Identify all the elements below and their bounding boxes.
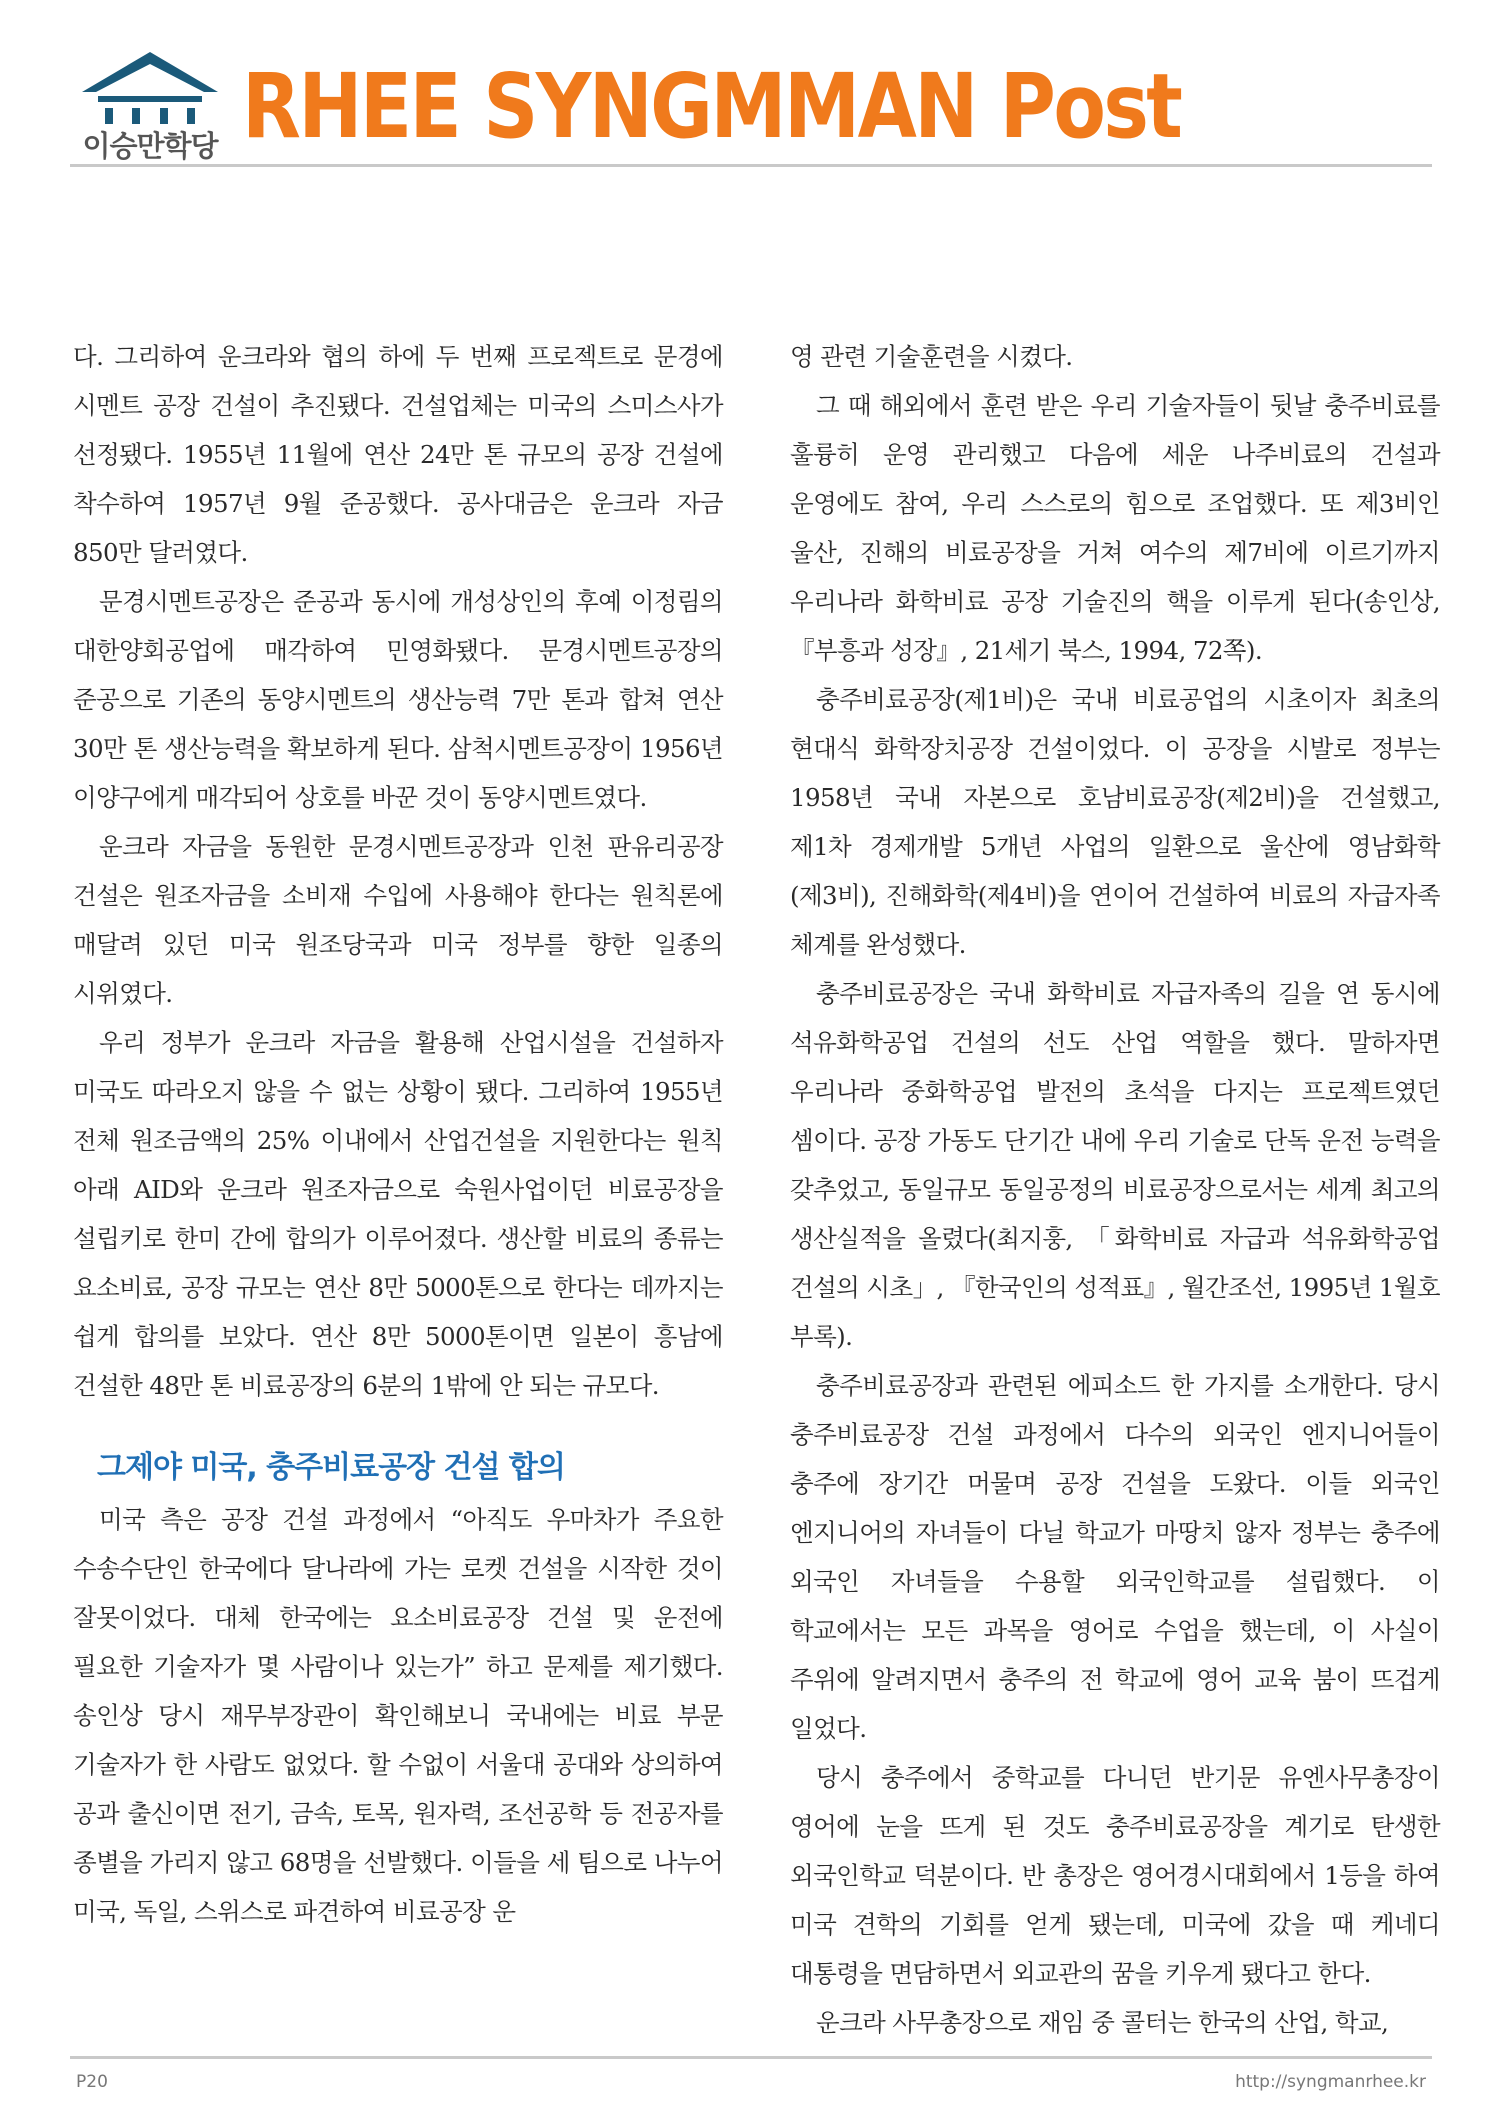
- section-heading: 그제야 미국, 충주비료공장 건설 합의: [97, 1450, 565, 1485]
- article-paragraph: 영 관련 기술훈련을 시켰다.: [790, 342, 1073, 371]
- publication-title: RHEE SYNGMMAN Post: [242, 54, 1181, 158]
- article-paragraph: 문경시멘트공장은 준공과 동시에 개성상인의 후예 이정림의 대한양회공업에 매각하여 민영화됐다. 문경시멘트공장의 준공으로 기존의 동양시멘트의 생산능력 7만 톤과 합쳐 연산 30만 톤 생산능력을 확보하게 된다. 삼척시멘트공장이 1956년 이양구에게 매각되어 상호를 바꾼 것이 동양시멘트였다.: [73, 587, 723, 812]
- article-column-left: [73, 332, 723, 1936]
- logo[interactable]: [70, 44, 230, 162]
- article-paragraph: 충주비료공장은 국내 화학비료 자급자족의 길을 연 동시에 석유화학공업 건설의 선도 산업 역할을 했다. 말하자면 우리나라 중화학공업 발전의 초석을 다지는 프로젝트였던 셈이다. 공장 가동도 단기간 내에 우리 기술로 단독 운전 능력을 갖추었고, 동일규모 동일공정의 비료공장으로서는 세계 최고의 생산실적을 올렸다(최지훙, 「화학비료 자급과 석유화학공업 건설의 시초」, 『한국인의 성적표』, 월간조선, 1995년 1월호 부록).: [790, 979, 1440, 1351]
- footer-url-link[interactable]: http://syngmanrhee.kr: [1235, 2072, 1426, 2092]
- footer-divider: [70, 2056, 1432, 2059]
- schoolhouse-icon: [80, 50, 220, 128]
- article-paragraph: 충주비료공장과 관련된 에피소드 한 가지를 소개한다. 당시 충주비료공장 건설 과정에서 다수의 외국인 엔지니어들이 충주에 장기간 머물며 공장 건설을 도왔다. 이들 외국인 엔지니어의 자녀들이 다닐 학교가 마땅치 않자 정부는 충주에 외국인 자녀들을 수용할 외국인학교를 설립했다. 이 학교에서는 모든 과목을 영어로 수업을 했는데, 이 사실이 주위에 알려지면서 충주의 전 학교에 영어 교육 붐이 뜨겁게 일었다.: [790, 1371, 1440, 1743]
- article-column-right: [790, 332, 1440, 2047]
- masthead: [70, 44, 1430, 164]
- article-paragraph: 당시 충주에서 중학교를 다니던 반기문 유엔사무총장이 영어에 눈을 뜨게 된 것도 충주비료공장을 계기로 탄생한 외국인학교 덕분이다. 반 총장은 영어경시대회에서 1등을 하여 미국 견학의 기회를 얻게 됐는데, 미국에 갔을 때 케네디 대통령을 면담하면서 외교관의 꿈을 키우게 됐다고 한다.: [790, 1763, 1440, 1988]
- article-paragraph: 운크라 사무총장으로 재임 중 콜터는 한국의 산업, 학교,: [816, 2008, 1389, 2037]
- article-paragraph: 다. 그리하여 운크라와 협의 하에 두 번째 프로젝트로 문경에 시멘트 공장 건설이 추진됐다. 건설업체는 미국의 스미스사가 선정됐다. 1955년 11월에 연산 24만 톤 규모의 공장 건설에 착수하여 1957년 9월 준공했다. 공사대금은 운크라 자금 850만 달러였다.: [73, 342, 723, 567]
- page-number: P20: [76, 2072, 108, 2092]
- article-paragraph: 충주비료공장(제1비)은 국내 비료공업의 시초이자 최초의 현대식 화학장치공장 건설이었다. 이 공장을 시발로 정부는 1958년 국내 자본으로 호남비료공장(제2비)을 건설했고, 제1차 경제개발 5개년 사업의 일환으로 울산에 영남화학(제3비), 진해화학(제4비)을 연이어 건설하여 비료의 자급자족 체계를 완성했다.: [790, 685, 1440, 959]
- article-paragraph: 운크라 자금을 동원한 문경시멘트공장과 인천 판유리공장 건설은 원조자금을 소비재 수입에 사용해야 한다는 원칙론에 매달려 있던 미국 원조당국과 미국 정부를 향한 일종의 시위였다.: [73, 832, 723, 1008]
- logo-text: 이승만학당: [82, 129, 218, 163]
- article-paragraph: 우리 정부가 운크라 자금을 활용해 산업시설을 건설하자 미국도 따라오지 않을 수 없는 상황이 됐다. 그리하여 1955년 전체 원조금액의 25% 이내에서 산업건설을 지원한다는 원칙 아래 AID와 운크라 원조자금으로 숙원사업이던 비료공장을 설립키로 한미 간에 합의가 이루어졌다. 생산할 비료의 종류는 요소비료, 공장 규모는 연산 8만 5000톤으로 한다는 데까지는 쉽게 합의를 보았다. 연산 8만 5000톤이면 일본이 흥남에 건설한 48만 톤 비료공장의 6분의 1밖에 안 되는 규모다.: [73, 1028, 723, 1400]
- masthead-divider: [70, 164, 1432, 167]
- article-paragraph: 미국 측은 공장 건설 과정에서 “아직도 우마차가 주요한 수송수단인 한국에다 달나라에 가는 로켓 건설을 시작한 것이 잘못이었다. 대체 한국에는 요소비료공장 건설 및 운전에 필요한 기술자가 몇 사람이나 있는가” 하고 문제를 제기했다. 송인상 당시 재무부장관이 확인해보니 국내에는 비료 부문 기술자가 한 사람도 없었다. 할 수없이 서울대 공대와 상의하여 공과 출신이면 전기, 금속, 토목, 원자력, 조선공학 등 전공자를 종별을 가리지 않고 68명을 선발했다. 이들을 세 팀으로 나누어 미국, 독일, 스위스로 파견하여 비료공장 운: [73, 1505, 723, 1926]
- article-paragraph: 그 때 해외에서 훈련 받은 우리 기술자들이 뒷날 충주비료를 훌륭히 운영 관리했고 다음에 세운 나주비료의 건설과 운영에도 참여, 우리 스스로의 힘으로 조업했다. 또 제3비인 울산, 진해의 비료공장을 거쳐 여수의 제7비에 이르기까지 우리나라 화학비료 공장 기술진의 핵을 이루게 된다(송인상, 『부흥과 성장』, 21세기 북스, 1994, 72쪽).: [790, 391, 1440, 665]
